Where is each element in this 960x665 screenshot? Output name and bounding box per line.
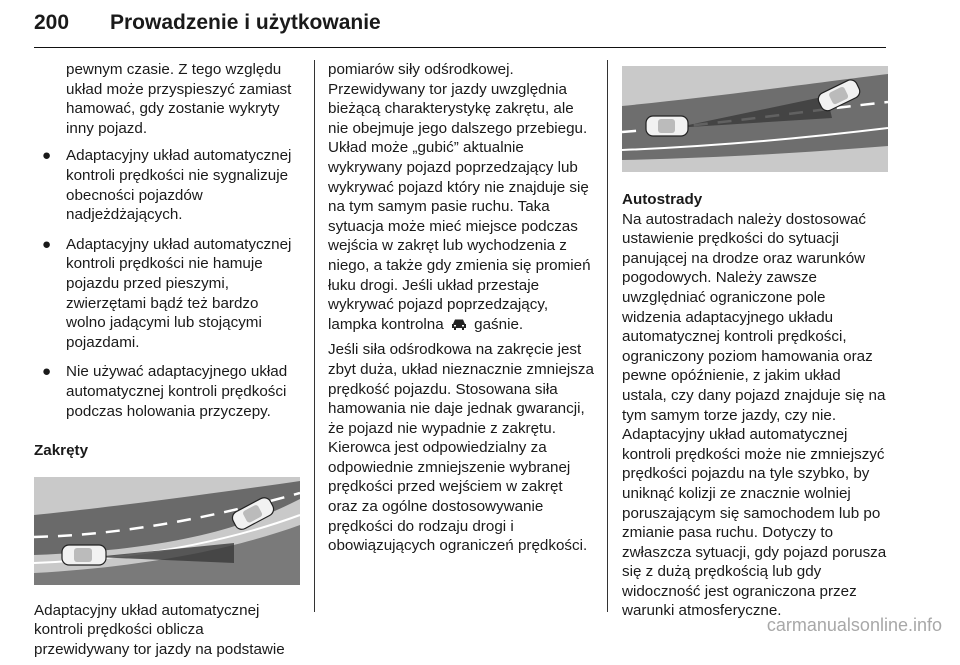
bullet-icon: ●	[42, 235, 52, 253]
paragraph-text: gaśnie.	[474, 315, 524, 333]
column-divider	[607, 60, 608, 612]
page-title: Prowadzenie i użytkowanie	[110, 11, 381, 34]
list-item-text: Adaptacyjny układ automatycznej kontroli prędkości nie hamuje pojazdu przed pieszymi, zwierzętami bądź też bardzo wolno jadącymi lub stojącymi pojazdami.	[66, 235, 292, 351]
paragraph: Na autostradach należy dostosować ustawienie prędkości do sytuacji panującej na drodze oraz warunków pogodowych. Należy zawsze uwzględniać ograniczone pole widzenia adaptacyjnego układu automatycznej kontroli prędkości, ograniczony poziom hamowania oraz pewne opóźnienie, z jakim układ ustala, czy dany pojazd znajduje się na tym samym torze jazdy, czy nie. Adaptacyjny układ automatycznej kontroli prędkości może nie zmniejszyć prędkości pojazdu na tyle szybko, by uniknąć kolizji ze znacznie wolniej poruszającym się samochodem lub po zmianie pasa ruchu. Dotyczy to zwłaszcza sytuacji, gdy pojazd porusza się z dużą prędkością lub gdy widoczność jest ograniczona przez warunki atmosferyczne.	[622, 210, 887, 620]
page-header	[34, 11, 886, 48]
bullet-icon: ●	[42, 147, 52, 165]
car-icon	[62, 545, 106, 565]
paragraph: Jeśli siła odśrodkowa na zakręcie jest zbyt duża, układ nieznacznie zmniejsza prędkość pojazdu. Stosowana siła hamowania nie daje jednak gwarancji, że pojazd nie wypadnie z zakrętu. Kierowca jest odpowiedzialny za odpowiednie zmniejszenie wybranej prędkości przed wejściem w zakręt oraz za ogólne dostosowywanie prędkości do rodzaju drogi i obowiązujących ograniczeń prędkości.	[328, 341, 594, 555]
paragraph: Adaptacyjny układ automatycznej kontroli prędkości oblicza przewidywany tor jazdy na podstawie	[34, 601, 285, 658]
page-number: 200	[34, 11, 70, 34]
paragraph	[328, 60, 594, 334]
continued-paragraph: pewnym czasie. Z tego względu układ może przyspieszyć zamiast hamować, gdy zostanie wykryty inny pojazd.	[66, 61, 292, 137]
highway-illustration	[622, 66, 888, 172]
watermark: carmanualsonline.info	[766, 615, 942, 635]
column-divider	[314, 60, 315, 612]
car-icon	[646, 116, 688, 136]
column-middle	[328, 60, 594, 562]
column-right	[622, 190, 888, 627]
car-ahead-indicator-icon	[451, 318, 467, 331]
section-heading: Zakręty	[34, 442, 89, 460]
section-heading: Autostrady	[622, 191, 703, 208]
list-item	[34, 362, 300, 421]
curve-illustration	[34, 477, 300, 585]
bullet-icon: ●	[42, 363, 52, 381]
list-item	[34, 235, 300, 353]
paragraph-text: pomiarów siły odśrodkowej. Przewidywany tor jazdy uwzględnia bieżącą charakterystykę zakrętu, ale nie obejmuje jego dalszego przebiegu. Układ może „gubić” aktualnie wykrywany pojazd poprzedzający lub wykrywać pojazd który nie znajduje się na tym samym pasie ruchu. Taka sytuacja może mieć miejsce podczas wejścia w zakręt lub wychodzenia z niego, a także gdy zmienia się promień łuku drogi. Jeśli układ przestaje wykrywać pojazd poprzedzający, lampka kontrolna	[328, 61, 591, 333]
list-item-text: Nie używać adaptacyjnego układ automatycznej kontroli prędkości podczas holowania przyczepy.	[66, 363, 288, 420]
list-item	[34, 146, 300, 224]
column-left	[34, 60, 300, 665]
list-item-text: Adaptacyjny układ automatycznej kontroli prędkości nie sygnalizuje obecności pojazdów nadjeżdżających.	[66, 147, 292, 224]
